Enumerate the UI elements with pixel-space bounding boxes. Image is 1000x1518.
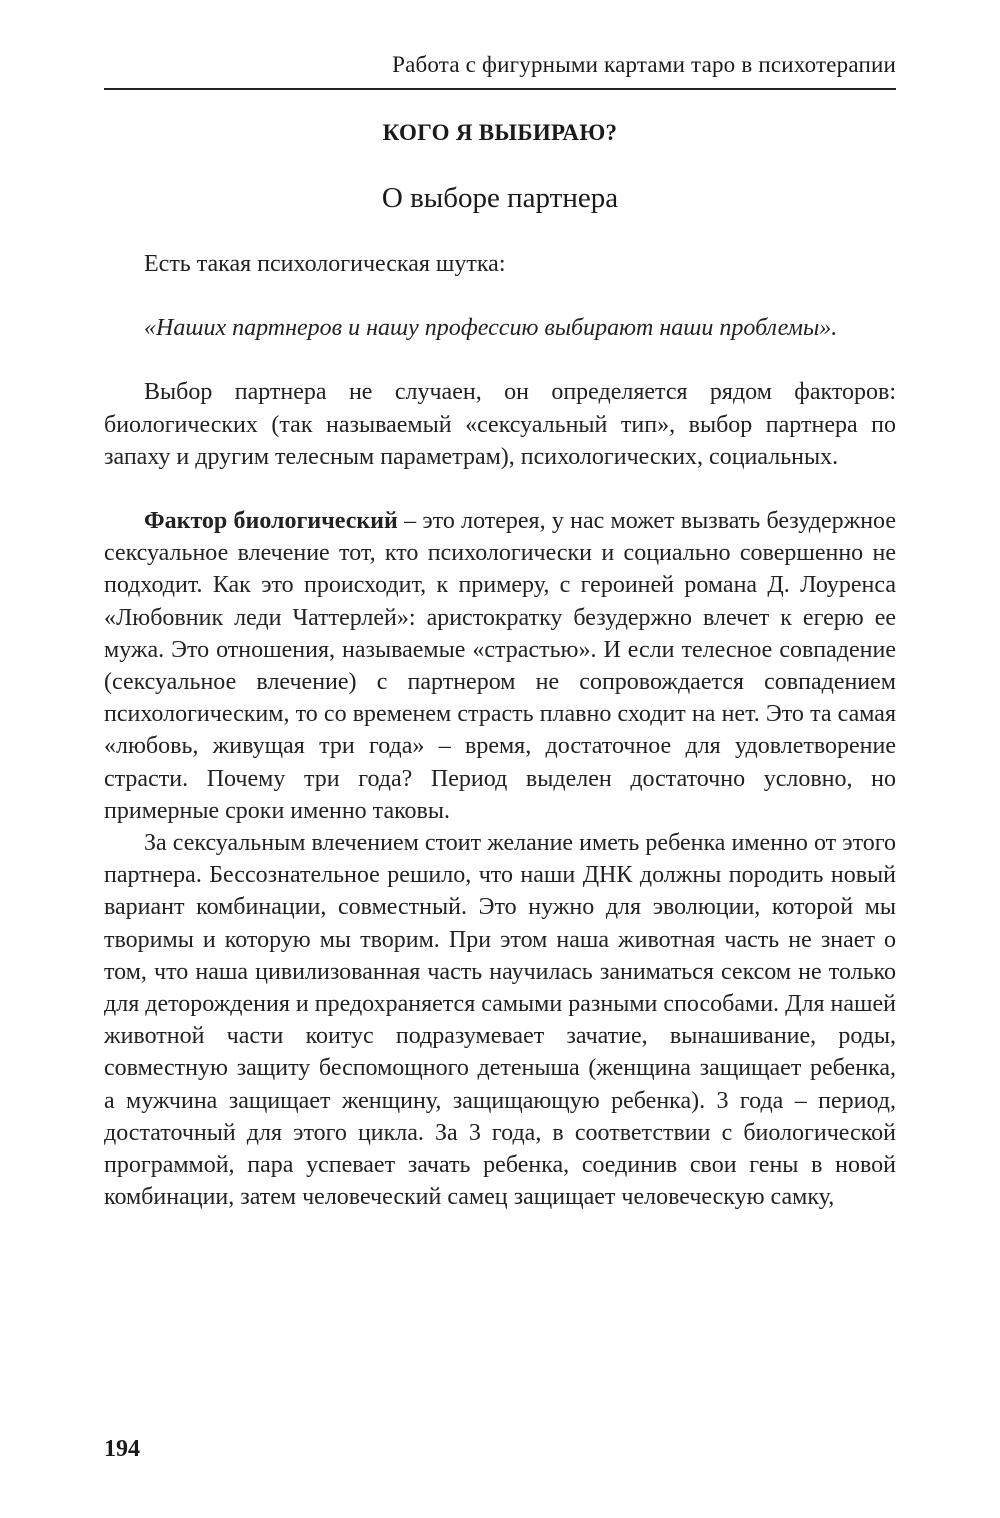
chapter-title: КОГО Я ВЫБИРАЮ?	[382, 120, 618, 145]
paragraph-factors: Выбор партнера не случаен, он определяется рядом факторов: биологических (так называемый «сексуальный тип», выбор партнера по запаху и другим телесным параметрам), психологических, социальных.	[104, 379, 896, 470]
body-text	[104, 248, 896, 1213]
section-title: О выборе партнера	[381, 182, 619, 214]
paragraph-biological-factor-text: – это лотерея, у нас может вызвать безудержное сексуальное влечение тот, кто психологически и социально совершенно не подходит. Как это происходит, к примеру, с героиней романа Д. Лоуренса «Любовник леди Чаттерлей»: аристократку безудержно влечет к егерю ее мужа. Это отношения, называемые «страстью». И если телесное совпадение (сексуальное влечение) с партнером не сопровождается совпадением психологическим, то со временем страсть плавно сходит на нет. Это та самая «любовь, живущая три года» – время, достаточное для удовлетворение страсти. Почему три года? Период выделен достаточно условно, но примерные сроки именно таковы.	[104, 508, 896, 824]
paragraph-intro: Есть такая психологическая шутка:	[144, 251, 506, 277]
paragraph-biological-factor	[104, 505, 896, 827]
term-biological-factor: Фактор биологический	[144, 508, 398, 535]
book-page	[104, 0, 896, 1518]
page-number: 194	[104, 1436, 140, 1462]
paragraph-sexual-attraction: За сексуальным влечением стоит желание иметь ребенка именно от этого партнера. Бессознательное решило, что наши ДНК должны породить новый вариант комбинации, совместный. Это нужно для эволюции, которой мы творимы и которую мы творим. При этом наша животная часть не знает о том, что наша цивилизованная часть научилась заниматься сексом не только для деторождения и предохраняется самыми разными способами. Для нашей животной части коитус подразумевает зачатие, вынашивание, роды, совместную защиту беспомощного детеныша (женщина защищает ребенка, а мужчина защищает женщину, защищающую ребенка). 3 года – период, достаточный для этого цикла. За 3 года, в соответствии с биологической программой, пара успевает зачать ребенка, соединив свои гены в новой комбинации, затем человеческий самец защищает человеческую самку,	[104, 830, 896, 1211]
running-header: Работа с фигурными картами таро в психотерапии	[392, 52, 896, 77]
header-rule	[104, 88, 896, 90]
paragraph-quote: «Наших партнеров и нашу профессию выбирают наши проблемы».	[144, 315, 838, 342]
